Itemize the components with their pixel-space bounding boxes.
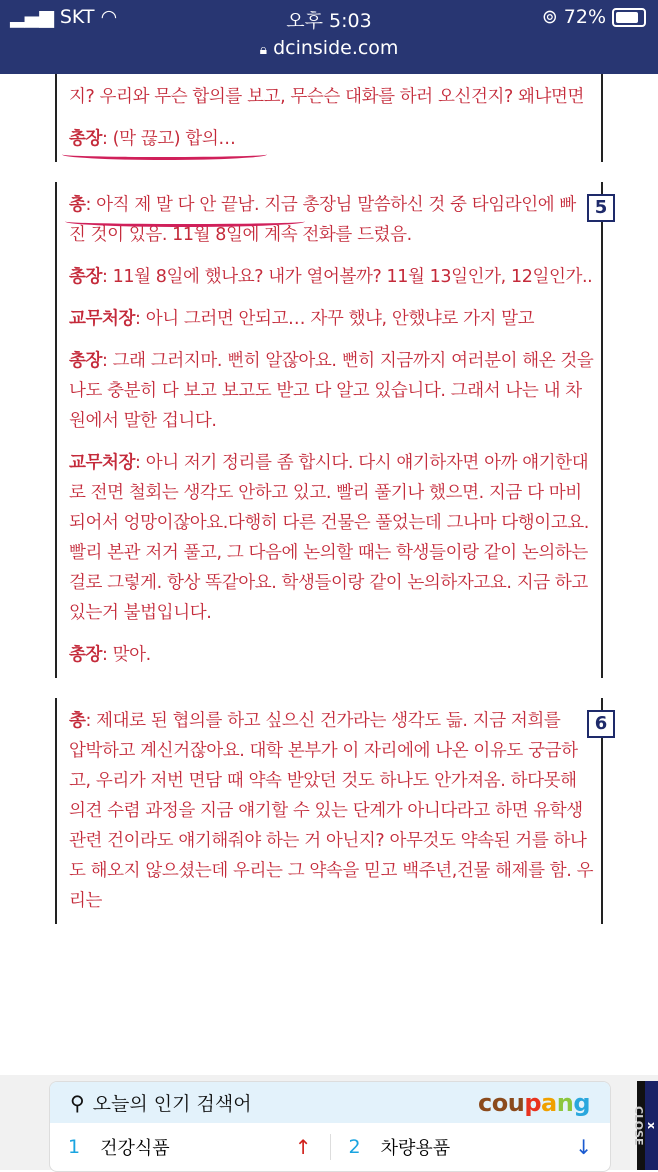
wifi-icon: ◠ (100, 6, 118, 28)
transcript-line: 교무처장: 아니 그러면 안되고… 자꾸 했냐, 안했냐로 가지 말고 (69, 309, 535, 329)
signal-icon: ▂▄▆ (10, 6, 60, 28)
transcript-line: 총장: 11월 8일에 했나요? 내가 열어볼까? 11월 13일인가, 12일인가.. (69, 267, 593, 287)
page-number-badge: 6 (587, 710, 615, 738)
transcript-line: 총: 아직 제 말 다 안 끝남. 지금 총장님 말씀하신 것 중 타임라인에 빠진 것이 있음. 11월 8일에 계속 전화를 드렸음. (69, 195, 576, 245)
carrier: ▂▄▆ SKT ◠ (10, 6, 118, 28)
transcript-line: 총장: 그래 그러지마. 뻔히 알잖아요. 뻔히 지금까지 여러분이 해온 것을 나도 충분히 다 보고 보고도 받고 다 알고 있습니다. 그래서 나는 내 차원에서 말한 겁니다. (69, 351, 594, 431)
transcript-block-5 (55, 182, 608, 678)
article-content (55, 74, 608, 944)
clock: 오후 5:03 (286, 10, 372, 32)
ad-close-button[interactable]: x CLOSE (637, 1081, 658, 1170)
url-bar[interactable]: 🔒︎ dcinside.com (259, 37, 399, 59)
browser-status-bar (0, 0, 658, 74)
trending-item-1[interactable]: 1 건강식품 ↑ (68, 1134, 312, 1159)
lock-icon: 🔒︎ (259, 42, 268, 58)
trending-item-2[interactable]: 2 차량용품 ↓ (330, 1134, 611, 1160)
rotation-lock-icon: ⊚ (541, 6, 558, 28)
close-icon: x (645, 1081, 658, 1170)
ad-title: 오늘의 인기 검색어 (92, 1093, 252, 1115)
transcript-line: 지? 우리와 무슨 합의를 보고, 무슨슨 대화를 하러 오신건지? 왜냐면면 (69, 87, 585, 107)
coupang-ad-banner[interactable] (49, 1081, 611, 1172)
transcript-block-6 (55, 698, 608, 924)
transcript-line: 교무처장: 아니 저기 정리를 좀 합시다. 다시 얘기하자면 아까 얘기한대로 전면 철회는 생각도 안하고 있고. 빨리 풀기나 했으면. 지금 다 마비되어서 엉망이잖아요.다행히 다른 건물은 풀었는데 그나마 다행이고요. 빨리 본관 저거 풀고, 그 다음에 논의할 때는 학생들이랑 같이 논의하는 걸로 그렇게. 항상 똑같아요. 학생들이랑 같이 논의하자고요. 지금 하고 있는거 불법입니다. (69, 453, 589, 623)
page-number-badge: 5 (587, 194, 615, 222)
arrow-up-icon: ↑ (294, 1134, 312, 1159)
battery-icon (612, 8, 646, 27)
coupang-logo: coupang (478, 1088, 590, 1117)
transcript-block-1 (55, 74, 603, 162)
search-icon: ⚲ (70, 1090, 85, 1115)
transcript-line: 총장: 맞아. (69, 645, 151, 665)
transcript-line: 총: 제대로 된 협의를 하고 싶으신 건가라는 생각도 듦. 지금 저희를 압박하고 계신거잖아요. 대학 본부가 이 자리에에 나온 이유도 궁금하고, 우리가 저번 면담 때 약속 받았던 것도 하나도 안가져옴. 하다못해 의견 수렴 과정을 지금 얘기할 수 있는 단계가 아니다라고 하면 유학생 관련 건이라도 얘기해줘야 하는 거 아닌지? 아무것도 약속된 거를 하나도 해오지 않으셨는데 우리는 그 약속을 믿고 백주년,건물 해제를 함. 우리는 (69, 711, 594, 911)
battery-status: ⊚ 72% (542, 6, 646, 28)
arrow-down-icon: ↓ (575, 1134, 592, 1159)
transcript-line: 총장: (막 끊고) 합의… (69, 129, 236, 149)
